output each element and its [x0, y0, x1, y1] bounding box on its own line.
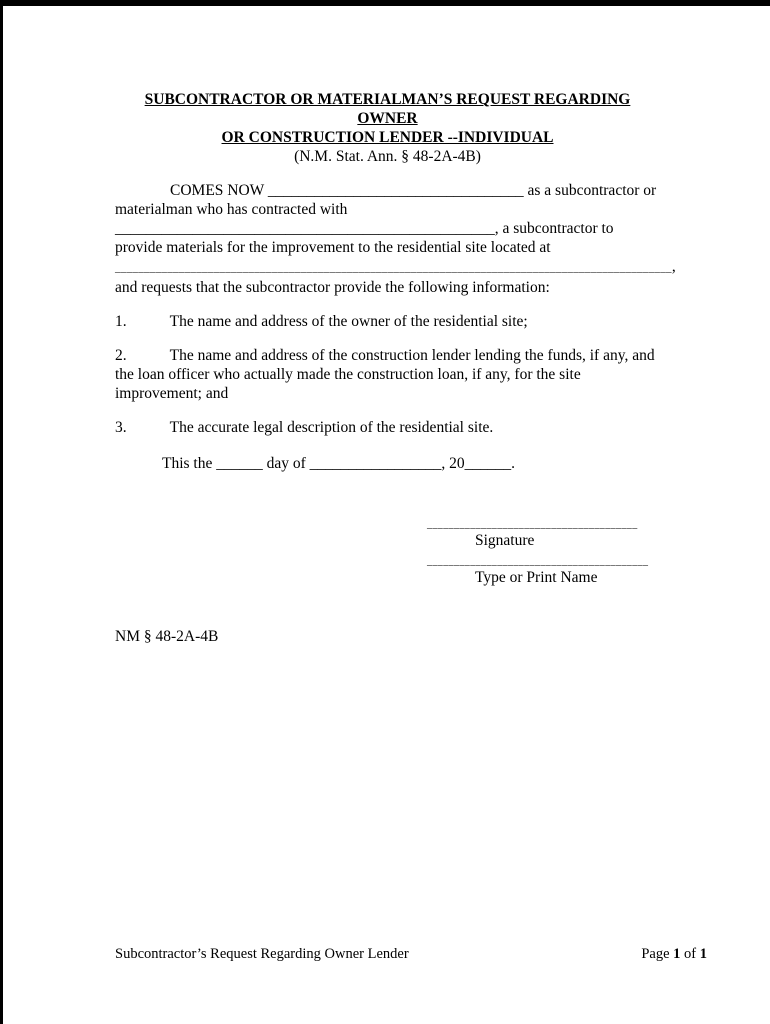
opening-line-4: provide materials for the improvement to the residential site located at: [115, 239, 551, 256]
signature-block: [427, 519, 660, 587]
footer-page-number: [641, 945, 707, 963]
title-block: [115, 90, 660, 166]
page-left-border: [0, 0, 3, 1024]
opening-line-3-tail: , a subcontractor to: [494, 220, 614, 237]
document-title-line1: SUBCONTRACTOR OR MATERIALMAN’S REQUEST REGARDING OWNER: [144, 91, 631, 127]
page-footer: [115, 945, 707, 963]
opening-line-5-tail: ,: [671, 258, 676, 275]
opening-paragraph: [115, 181, 676, 297]
footer-document-name: Subcontractor’s Request Regarding Owner Lender: [115, 946, 409, 962]
footer-of-word: of: [680, 946, 700, 962]
document-title-line2: OR CONSTRUCTION LENDER --INDIVIDUAL: [221, 129, 554, 146]
list-item-1-text: The name and address of the owner of the residential site;: [169, 313, 528, 330]
opening-line-1: [115, 181, 660, 200]
list-item-1: [115, 312, 660, 331]
footer-total-num: 1: [699, 946, 707, 962]
footer-page-num: 1: [673, 946, 681, 962]
list-item-3: [115, 418, 660, 437]
opening-line-6: and requests that the subcontractor provide the following information:: [115, 279, 550, 296]
print-name-blank-line: _________________________________________: [427, 556, 649, 567]
statute-citation: (N.M. Stat. Ann. § 48-2A-4B): [294, 148, 481, 165]
list-item-3-text: The accurate legal description of the residential site.: [169, 419, 494, 436]
signature-blank-line: _______________________________________: [427, 519, 638, 530]
site-location-blank: ________________________________________________________________________________________________: [115, 262, 672, 274]
list-item-1-number: 1.: [115, 313, 127, 330]
footer-page-word: Page: [641, 946, 674, 962]
contractor-blank: _________________________________________________: [115, 220, 495, 237]
document-page: [115, 0, 676, 646]
opening-line-5: [115, 257, 676, 278]
list-item-2: [115, 346, 660, 403]
opening-line-1-tail: as a subcontractor or: [523, 182, 657, 199]
list-item-2-text: The name and address of the construction lender lending the funds, if any, and the loan officer who actually made the construction loan, if any, for the site improvement; and: [115, 347, 655, 402]
date-line: This the ______ day of _________________, 20______.: [162, 455, 516, 472]
print-name-label: Type or Print Name: [475, 569, 598, 586]
list-item-3-number: 3.: [115, 419, 127, 436]
list-item-2-number: 2.: [115, 347, 127, 364]
signature-label: Signature: [475, 532, 535, 549]
name-blank: _________________________________: [267, 182, 524, 199]
opening-line-2: materialman who has contracted with: [115, 201, 348, 218]
opening-line-3: [115, 219, 660, 238]
statute-reference: NM § 48-2A-4B: [115, 628, 219, 645]
comes-now-text: COMES NOW: [170, 182, 268, 199]
